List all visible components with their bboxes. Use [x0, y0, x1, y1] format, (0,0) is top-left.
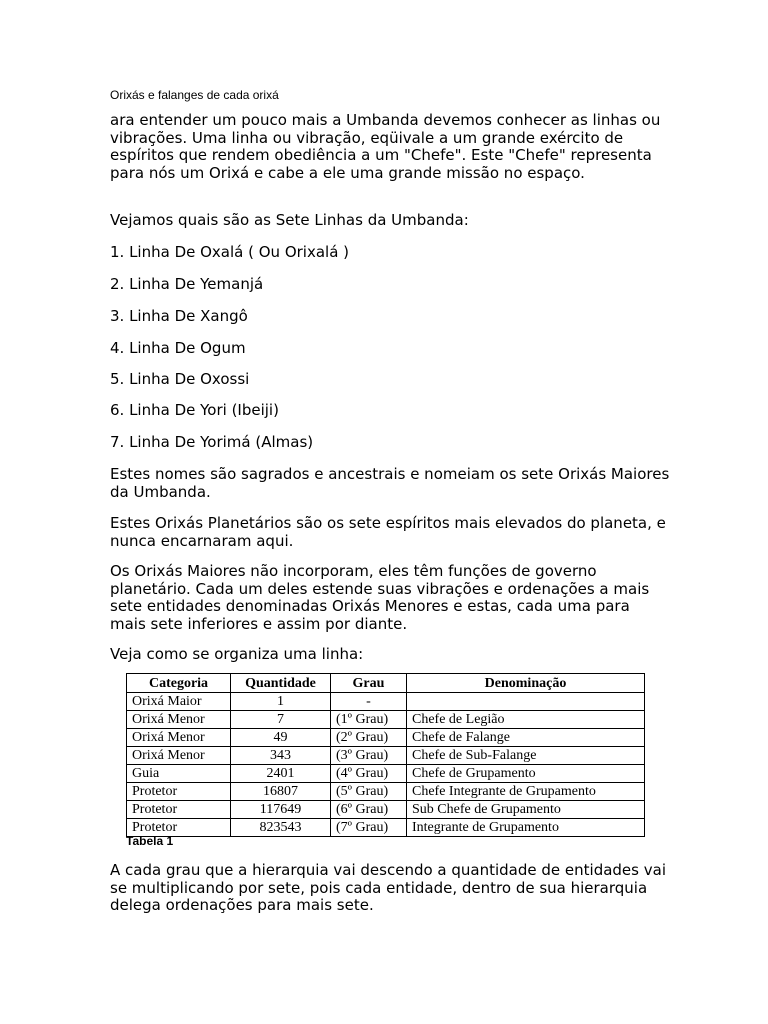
table-row [127, 747, 645, 765]
line-item-xango: 3. Linha De Xangô [110, 307, 248, 325]
hierarchy-table [126, 673, 645, 837]
cell-quantidade: 49 [231, 729, 331, 747]
cell-categoria: Guia [127, 765, 231, 783]
table-row [127, 819, 645, 837]
header-grau: Grau [331, 674, 407, 693]
cell-denominacao [407, 693, 645, 711]
table-header-row [127, 674, 645, 693]
cell-denominacao: Chefe de Legião [407, 711, 645, 729]
cell-denominacao: Sub Chefe de Grupamento [407, 801, 645, 819]
cell-categoria: Orixá Menor [127, 729, 231, 747]
cell-quantidade: 343 [231, 747, 331, 765]
header-denominacao: Denominação [407, 674, 645, 693]
table-row [127, 729, 645, 747]
cell-denominacao: Chefe de Grupamento [407, 765, 645, 783]
cell-categoria: Orixá Menor [127, 711, 231, 729]
line-item-yori: 6. Linha De Yori (Ibeiji) [110, 401, 279, 419]
multiplication-paragraph: A cada grau que a hierarquia vai descendo a quantidade de entidades vai se multiplicando por sete, pois cada entidade, dentro de sua hierarquia delega ordenações para mais sete. [110, 861, 666, 914]
hierarchy-table-container [126, 673, 644, 837]
cell-quantidade: 16807 [231, 783, 331, 801]
intro-paragraph: ara entender um pouco mais a Umbanda devemos conhecer as linhas ou vibrações. Uma linha ou vibração, eqüivale a um grande exército de espíritos que rendem obediência a um "Chefe". Este "Chefe" representa para nós um Orixá e cabe a ele uma grande missão no espaço. [110, 111, 661, 182]
table-row [127, 783, 645, 801]
cell-categoria: Protetor [127, 801, 231, 819]
line-item-oxala: 1. Linha De Oxalá ( Ou Orixalá ) [110, 243, 350, 261]
cell-quantidade: 117649 [231, 801, 331, 819]
table-row [127, 693, 645, 711]
cell-grau: (4º Grau) [331, 765, 407, 783]
seven-lines-intro: Vejamos quais são as Sete Linhas da Umbanda: [110, 211, 469, 229]
cell-grau: (7º Grau) [331, 819, 407, 837]
cell-quantidade: 1 [231, 693, 331, 711]
document-title: Orixás e falanges de cada orixá [110, 88, 279, 102]
planetary-orixas-paragraph: Estes Orixás Planetários são os sete espíritos mais elevados do planeta, e nunca encarnaram aqui. [110, 514, 666, 550]
table-row [127, 801, 645, 819]
organization-intro: Veja como se organiza uma linha: [110, 645, 364, 663]
cell-denominacao: Integrante de Grupamento [407, 819, 645, 837]
line-item-oxossi: 5. Linha De Oxossi [110, 370, 250, 388]
cell-grau: (1º Grau) [331, 711, 407, 729]
table-row [127, 711, 645, 729]
header-quantidade: Quantidade [231, 674, 331, 693]
table-row [127, 765, 645, 783]
cell-grau: (2º Grau) [331, 729, 407, 747]
orixas-maiores-paragraph: Os Orixás Maiores não incorporam, eles têm funções de governo planetário. Cada um deles estende suas vibrações e ordenações a mais sete entidades denominadas Orixás Menores e estas, cada uma para mais sete inferiores e assim por diante. [110, 562, 650, 633]
cell-quantidade: 823543 [231, 819, 331, 837]
table-caption: Tabela 1 [126, 834, 174, 848]
cell-grau: (6º Grau) [331, 801, 407, 819]
line-item-yemanja: 2. Linha De Yemanjá [110, 275, 264, 293]
cell-denominacao: Chefe Integrante de Grupamento [407, 783, 645, 801]
cell-grau: - [331, 693, 407, 711]
sacred-names-paragraph: Estes nomes são sagrados e ancestrais e nomeiam os sete Orixás Maiores da Umbanda. [110, 465, 670, 501]
cell-quantidade: 2401 [231, 765, 331, 783]
cell-grau: (3º Grau) [331, 747, 407, 765]
cell-categoria: Protetor [127, 819, 231, 837]
cell-quantidade: 7 [231, 711, 331, 729]
line-item-ogum: 4. Linha De Ogum [110, 339, 246, 357]
line-item-yorima: 7. Linha De Yorimá (Almas) [110, 433, 314, 451]
cell-grau: (5º Grau) [331, 783, 407, 801]
cell-categoria: Protetor [127, 783, 231, 801]
cell-categoria: Orixá Maior [127, 693, 231, 711]
header-categoria: Categoria [127, 674, 231, 693]
cell-denominacao: Chefe de Sub-Falange [407, 747, 645, 765]
cell-denominacao: Chefe de Falange [407, 729, 645, 747]
cell-categoria: Orixá Menor [127, 747, 231, 765]
